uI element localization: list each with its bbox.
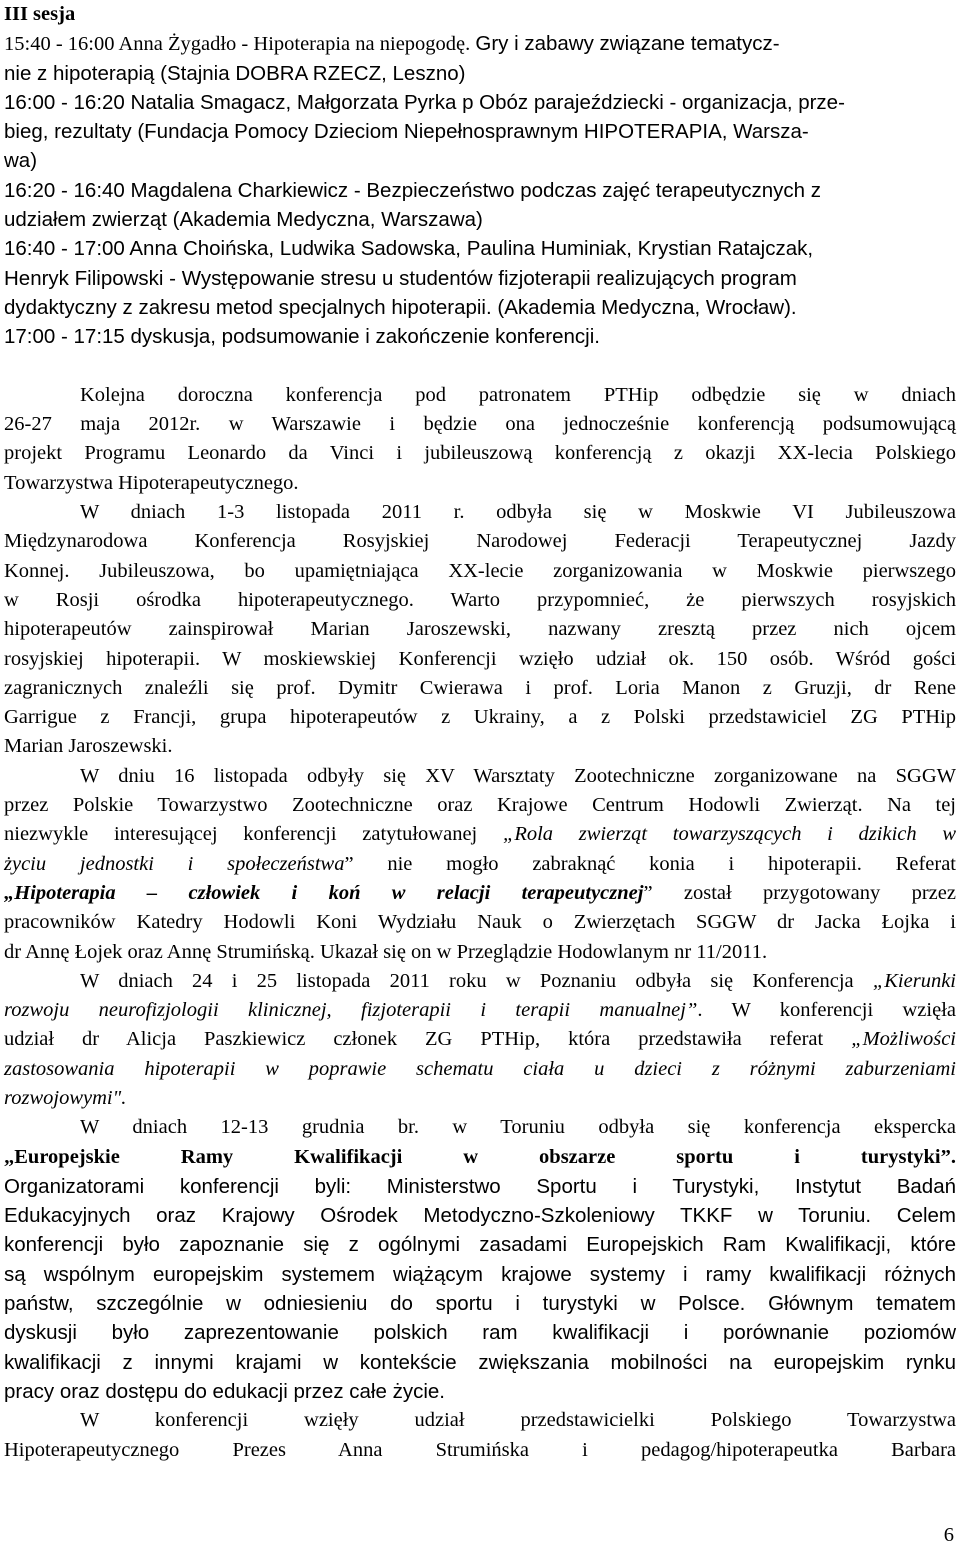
conference-title: „Rola zwierząt towarzyszących i dzikich w bbox=[502, 823, 956, 846]
paragraph-line: pracy oraz dostępu do edukacji przez całe życie. bbox=[4, 1379, 445, 1403]
paper-title: „Hipoterapia – człowiek i koń w relacji terapeutycznej bbox=[4, 881, 644, 904]
paragraph-line: Towarzystwa Hipoterapeutycznego. bbox=[4, 471, 299, 494]
session-line: 16:00 - 16:20 Natalia Smagacz, Małgorzata Pyrka p Obóz parajeździecki - organizacja, prze- bbox=[4, 90, 845, 114]
paragraph-line: W dniach 12-13 grudnia br. w Toruniu odbyła się konferencja ekspercka bbox=[80, 1116, 956, 1139]
spacer bbox=[4, 352, 956, 381]
paragraph-line: W konferencji wzięły udział przedstawicielki Polskiego Towarzystwa bbox=[80, 1409, 956, 1432]
session-line: 16:40 - 17:00 Anna Choińska, Ludwika Sadowska, Paulina Huminiak, Krystian Ratajczak, bbox=[4, 237, 814, 261]
paragraph-line: Garrigue z Francji, grupa hipoterapeutów z Ukrainy, a z Polski przedstawiciel ZG PTHip bbox=[4, 706, 956, 729]
paragraph-line: pracowników Katedry Hodowli Koni Wydziału Nauk o Zwierzętach SGGW dr Jacka Łojka i bbox=[4, 911, 956, 934]
paragraph-line bbox=[4, 820, 956, 849]
paragraph-line: są wspólnym europejskim systemem wiążącym krajowe systemy i ramy kwalifikacji różnych bbox=[4, 1262, 956, 1286]
paragraph-line: konferencji było zapoznanie się z ogólnymi zasadami Europejskich Ram Kwalifikacji, które bbox=[4, 1233, 956, 1257]
session-line: nie z hipoterapią (Stajnia DOBRA RZECZ, Leszno) bbox=[4, 61, 466, 85]
session-line: dydaktyczny z zakresu metod specjalnych hipoterapii. (Akademia Medyczna, Wrocław). bbox=[4, 295, 797, 319]
paragraph-line: rosyjskiej hipoterapii. W moskiewskiej Konferencji wzięło udział ok. 150 osób. Wśród gości bbox=[4, 647, 956, 670]
session-line: bieg, rezultaty (Fundacja Pomocy Dzieciom Niepełnosprawnym HIPOTERAPIA, Warsza- bbox=[4, 120, 809, 144]
text-run: W dniach 24 i 25 listopada 2011 roku w Poznaniu odbyła się Konferencja bbox=[80, 969, 873, 992]
paragraph-line: rozwojowymi". bbox=[4, 1086, 127, 1109]
session-time-prefix: 15:40 - 16:00 Anna Żygadło - Hipoterapia na niepogodę. bbox=[4, 33, 476, 56]
paragraph-line: Marian Jaroszewski. bbox=[4, 735, 173, 758]
paragraph-line: W dniach 1-3 listopada 2011 r. odbyła się w Moskwie VI Jubileuszowa bbox=[80, 501, 956, 524]
paragraph-line: Kolejna doroczna konferencja pod patronatem PTHip odbędzie się w dniach bbox=[80, 383, 956, 406]
paragraph-line: 26-27 maja 2012r. w Warszawie i będzie ona jednocześnie konferencją podsumowującą bbox=[4, 413, 956, 436]
text-run: udział dr Alicja Paszkiewicz członek ZG PTHip, która przedstawiła referat bbox=[4, 1028, 852, 1051]
session-line: 16:20 - 16:40 Magdalena Charkiewicz - Bezpieczeństwo podczas zajęć terapeutycznych z bbox=[4, 178, 822, 202]
paragraph-line: zastosowania hipoterapii w poprawie schematu ciała u dzieci z różnymi zaburzeniami bbox=[4, 1057, 956, 1080]
paragraph-line: dr Annę Łojek oraz Annę Strumińską. Ukazał się on w Przeglądzie Hodowlanym nr 11/2011. bbox=[4, 940, 768, 963]
page-number: 6 bbox=[943, 1524, 954, 1546]
paragraph-line: państw, szczególnie w odniesieniu do sportu i turystyki w Polsce. Głównym tematem bbox=[4, 1292, 956, 1316]
session-line: udziałem zwierząt (Akademia Medyczna, Warszawa) bbox=[4, 208, 483, 232]
text-run: . W konferencji wzięła bbox=[697, 999, 956, 1022]
paragraph-line: dyskusji było zaprezentowanie polskich ram kwalifikacji i porównanie poziomów bbox=[4, 1321, 956, 1345]
paper-title: „Możliwości bbox=[851, 1028, 956, 1051]
paragraph-line bbox=[4, 996, 956, 1025]
paragraph-line: Międzynarodowa Konferencja Rosyjskiej Narodowej Federacji Terapeutycznej Jazdy bbox=[4, 530, 956, 553]
paragraph-line: Hipoterapeutycznego Prezes Anna Strumińska i pedagog/hipoterapeutka Barbara bbox=[4, 1438, 956, 1461]
paragraph-line: zagranicznych znaleźli się prof. Dymitr Cwierawa i prof. Loria Manon z Gruzji, dr Rene bbox=[4, 676, 956, 699]
document-page bbox=[4, 0, 956, 1465]
paragraph-line: W dniu 16 listopada odbyły się XV Warsztaty Zootechniczne zorganizowane na SGGW bbox=[80, 764, 956, 787]
session-title: III sesja bbox=[4, 3, 76, 25]
session-line: Henryk Filipowski - Występowanie stresu u studentów fizjoterapii realizujących program bbox=[4, 266, 797, 290]
paragraph-line bbox=[4, 850, 956, 879]
session-line: 17:00 - 17:15 dyskusja, podsumowanie i zakończenie konferencji. bbox=[4, 325, 600, 349]
paragraph-line: w Rosji ośrodka hipoterapeutycznego. Warto przypomnieć, że pierwszych rosyjskich bbox=[4, 588, 956, 611]
session-line: wa) bbox=[4, 149, 38, 173]
paragraph-line: Edukacyjnych oraz Krajowy Ośrodek Metodyczno-Szkoleniowy TKKF w Toruniu. Celem bbox=[4, 1204, 956, 1228]
session-line bbox=[4, 29, 956, 58]
paragraph-line: kwalifikacji z innymi krajami w kontekście zwiększania mobilności na europejskim rynku bbox=[4, 1350, 956, 1374]
conference-title: rozwoju neurofizjologii klinicznej, fizjoterapii i terapii manualnej” bbox=[4, 999, 698, 1022]
paragraph-line: Organizatorami konferencji byli: Ministerstwo Sportu i Turystyki, Instytut Badań bbox=[4, 1174, 956, 1198]
paragraph-line: Konnej. Jubileuszowa, bo upamiętniająca XX-lecie zorganizowania w Moskwie pierwszego bbox=[4, 559, 956, 582]
paragraph-line bbox=[4, 967, 956, 996]
paragraph-line: hipoterapeutów zainspirował Marian Jaroszewski, nazwany zresztą przez nich ojcem bbox=[4, 618, 956, 641]
paragraph-line bbox=[4, 1025, 956, 1054]
conference-title: życiu jednostki i społeczeństwa bbox=[4, 852, 345, 875]
paragraph-line bbox=[4, 879, 956, 908]
conference-title: „Europejskie Ramy Kwalifikacji w obszarze sportu i turystyki”. bbox=[4, 1145, 956, 1168]
conference-title: „Kierunki bbox=[872, 969, 956, 992]
text-run: niezwykle interesującej konferencji zatytułowanej bbox=[4, 823, 503, 846]
text-run: ” nie mogło zabraknąć konia i hipoterapii. Referat bbox=[344, 852, 956, 875]
session-item-rest: Gry i zabawy związane tematycz- bbox=[475, 32, 780, 56]
text-run: ” został przygotowany przez bbox=[643, 881, 956, 904]
paragraph-line: przez Polskie Towarzystwo Zootechniczne oraz Krajowe Centrum Hodowli Zwierząt. Na tej bbox=[4, 794, 956, 817]
paragraph-line: projekt Programu Leonardo da Vinci i jubileuszową konferencją z okazji XX-lecia Polskiego bbox=[4, 442, 956, 465]
